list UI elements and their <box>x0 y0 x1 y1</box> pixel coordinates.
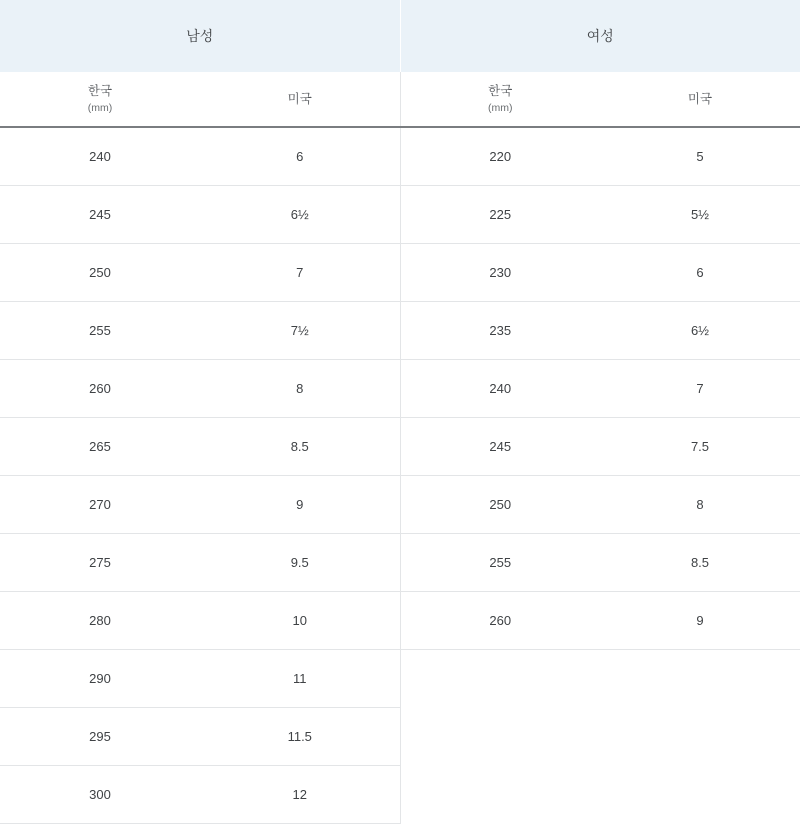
cell-men-us: 8.5 <box>200 418 400 476</box>
cell-women-us: 5½ <box>600 186 800 244</box>
table-row <box>0 244 800 302</box>
column-header-women-kr-unit: (mm) <box>488 101 513 114</box>
column-header-women-kr-label: 한국 <box>488 84 513 99</box>
cell-women-kr: 220 <box>400 127 600 186</box>
cell-women-kr: 235 <box>400 302 600 360</box>
cell-women-us: 8.5 <box>600 534 800 592</box>
table-row <box>0 476 800 534</box>
cell-women-us <box>600 708 800 766</box>
table-body <box>0 127 800 824</box>
cell-men-us: 7½ <box>200 302 400 360</box>
cell-women-us: 9 <box>600 592 800 650</box>
column-header-men-us <box>200 72 400 127</box>
cell-women-kr: 260 <box>400 592 600 650</box>
table-row <box>0 592 800 650</box>
cell-men-kr: 245 <box>0 186 200 244</box>
table-row <box>0 766 800 824</box>
cell-men-kr: 270 <box>0 476 200 534</box>
cell-men-us: 11 <box>200 650 400 708</box>
table-row <box>0 186 800 244</box>
cell-men-kr: 300 <box>0 766 200 824</box>
cell-men-kr: 280 <box>0 592 200 650</box>
column-header-men-us-label: 미국 <box>287 91 312 106</box>
cell-women-us: 5 <box>600 127 800 186</box>
cell-men-us: 12 <box>200 766 400 824</box>
table-row <box>0 418 800 476</box>
cell-women-us: 6 <box>600 244 800 302</box>
table-row <box>0 302 800 360</box>
cell-women-us <box>600 650 800 708</box>
column-header-women-kr <box>400 72 600 127</box>
cell-women-kr: 255 <box>400 534 600 592</box>
table-column-header-row <box>0 72 800 127</box>
cell-men-us: 9 <box>200 476 400 534</box>
cell-women-us: 6½ <box>600 302 800 360</box>
cell-men-us: 7 <box>200 244 400 302</box>
column-header-men-kr <box>0 72 200 127</box>
column-header-men-kr-unit: (mm) <box>87 101 113 114</box>
column-header-women-us-label: 미국 <box>687 91 713 106</box>
cell-men-kr: 265 <box>0 418 200 476</box>
cell-men-us: 10 <box>200 592 400 650</box>
cell-women-kr: 250 <box>400 476 600 534</box>
cell-women-us: 7 <box>600 360 800 418</box>
cell-men-us: 9.5 <box>200 534 400 592</box>
cell-men-kr: 240 <box>0 127 200 186</box>
table-row <box>0 127 800 186</box>
group-header-women: 여성 <box>400 0 800 72</box>
cell-women-kr: 225 <box>400 186 600 244</box>
cell-women-kr: 245 <box>400 418 600 476</box>
cell-women-kr <box>400 650 600 708</box>
cell-men-us: 6½ <box>200 186 400 244</box>
table-row <box>0 650 800 708</box>
table-row <box>0 708 800 766</box>
cell-men-kr: 295 <box>0 708 200 766</box>
cell-men-us: 8 <box>200 360 400 418</box>
cell-women-us <box>600 766 800 824</box>
cell-women-us: 7.5 <box>600 418 800 476</box>
column-header-women-us <box>600 72 800 127</box>
cell-men-kr: 255 <box>0 302 200 360</box>
table-row <box>0 534 800 592</box>
group-header-men: 남성 <box>0 0 400 72</box>
table-row <box>0 360 800 418</box>
cell-men-kr: 290 <box>0 650 200 708</box>
table-group-header-row <box>0 0 800 72</box>
cell-men-us: 11.5 <box>200 708 400 766</box>
cell-women-kr <box>400 708 600 766</box>
cell-women-kr: 230 <box>400 244 600 302</box>
cell-men-us: 6 <box>200 127 400 186</box>
cell-men-kr: 260 <box>0 360 200 418</box>
column-header-men-kr-label: 한국 <box>87 84 113 99</box>
cell-women-kr: 240 <box>400 360 600 418</box>
cell-women-kr <box>400 766 600 824</box>
cell-women-us: 8 <box>600 476 800 534</box>
cell-men-kr: 275 <box>0 534 200 592</box>
cell-men-kr: 250 <box>0 244 200 302</box>
